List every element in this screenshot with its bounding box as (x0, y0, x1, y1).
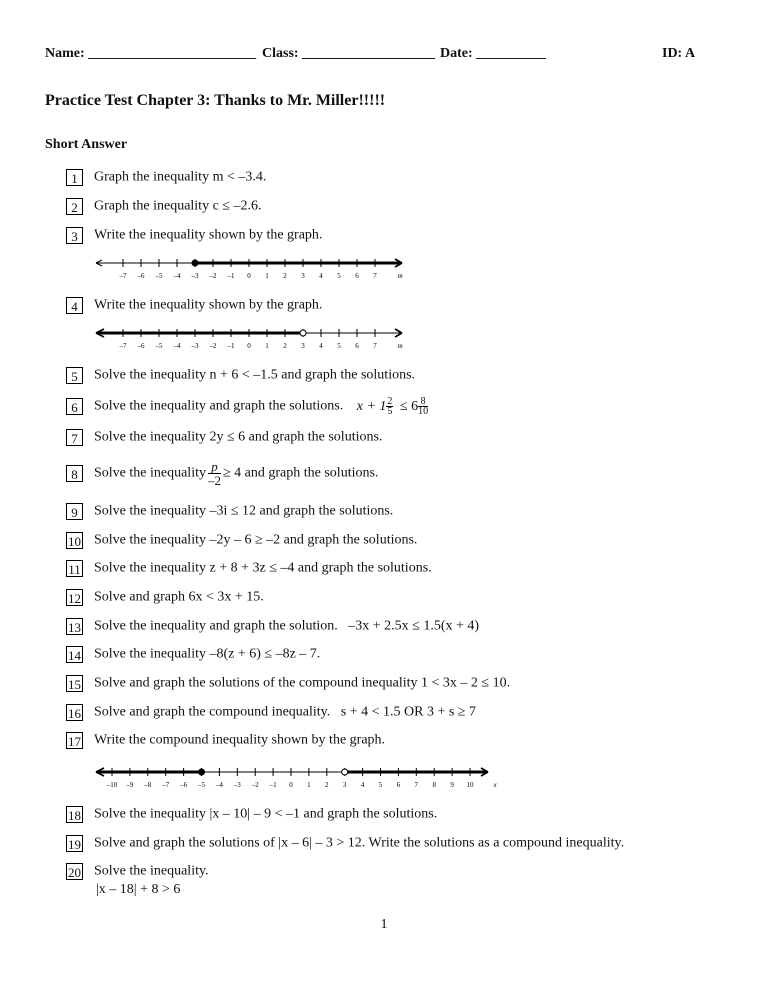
tick-label: 1 (265, 272, 269, 280)
question-number: 6 (66, 398, 83, 415)
question-text: Solve and graph the solutions of the compound inequality 1 < 3x – 2 ≤ 10. (94, 675, 511, 691)
tick-label: 8 (432, 781, 436, 789)
tick-label: –5 (155, 272, 163, 280)
question-text: Write the inequality shown by the graph. (94, 227, 323, 243)
question-text: Solve the inequality and graph the solution. –3x + 2.5x ≤ 1.5(x + 4) (94, 618, 480, 634)
question-text: Solve the inequality 2y ≤ 6 and graph the solutions. (94, 429, 383, 445)
question-6 (66, 397, 428, 416)
number-line-q3 (92, 254, 412, 280)
question-number: 9 (66, 503, 83, 520)
fraction-numerator: p (208, 460, 221, 474)
name-field: Name: ________________________ (45, 46, 257, 61)
tick-label: –3 (191, 342, 199, 350)
question-9 (66, 503, 393, 520)
tick-label: –4 (173, 272, 181, 280)
question-text: Solve the inequality z + 8 + 3z ≤ –4 and graph the solutions. (94, 560, 432, 576)
tick-label: 9 (450, 781, 454, 789)
fraction-denominator: –2 (207, 473, 221, 488)
question-text: Write the inequality shown by the graph. (94, 297, 323, 313)
question-text: Solve the inequality (94, 465, 206, 481)
tick-label: –6 (137, 342, 145, 350)
tick-label: –2 (209, 272, 217, 280)
tick-label: 6 (396, 781, 401, 789)
tick-label: 5 (337, 272, 341, 280)
fraction (386, 397, 393, 416)
tick-label: –4 (173, 342, 181, 350)
question-17 (66, 732, 385, 749)
question-number: 2 (66, 198, 83, 215)
question-number: 8 (66, 465, 83, 482)
question-text: ≥ 4 and graph the solutions. (222, 465, 379, 481)
question-text: Write the compound inequality shown by the graph. (94, 732, 386, 748)
tick-label: –5 (198, 781, 205, 789)
tick-label: 4 (360, 781, 365, 789)
question-10 (66, 532, 417, 549)
tick-label: 2 (325, 781, 329, 789)
tick-label: –3 (191, 272, 199, 280)
fraction-numerator: 8 (418, 397, 428, 407)
tick-label: 3 (342, 781, 347, 789)
question-text: Solve the inequality n + 6 < –1.5 and graph the solutions. (94, 367, 416, 383)
question-number: 14 (68, 648, 81, 663)
tick-label: 7 (373, 272, 377, 280)
question-18 (66, 806, 437, 823)
question-number: 3 (66, 227, 83, 244)
closed-point (199, 769, 205, 775)
id-label: ID: A (662, 46, 696, 61)
tick-label: –2 (209, 342, 217, 350)
tick-label: –1 (227, 342, 235, 350)
math-expression: x + 1 (356, 398, 387, 414)
question-text: Graph the inequality c ≤ –2.6. (94, 198, 262, 214)
tick-label: –6 (180, 781, 188, 789)
question-8 (66, 460, 378, 487)
section-heading: Short Answer (45, 137, 128, 152)
closed-point (192, 260, 198, 266)
variable-label: m (397, 272, 403, 280)
tick-label: 0 (247, 272, 251, 280)
question-number: 15 (68, 677, 81, 692)
tick-label: –10 (106, 781, 118, 789)
question-3 (66, 227, 322, 244)
tick-label: 7 (414, 781, 419, 789)
question-1 (66, 169, 266, 186)
question-text: Graph the inequality m < –3.4. (94, 169, 267, 185)
question-14 (66, 646, 320, 663)
tick-label: 4 (319, 342, 323, 350)
variable-label: x (493, 781, 497, 789)
question-number: 4 (66, 297, 83, 314)
tick-label: –6 (137, 272, 145, 280)
question-16 (66, 704, 476, 721)
question-text: Solve and graph 6x < 3x + 15. (94, 589, 264, 605)
number-line-q17 (92, 763, 498, 791)
question-7 (66, 429, 382, 446)
question-text: Solve the inequality –8(z + 6) ≤ –8z – 7. (94, 646, 321, 662)
question-number: 20 (68, 865, 81, 880)
question-number: 10 (68, 534, 81, 549)
tick-label: –5 (155, 342, 163, 350)
question-number: 5 (66, 367, 83, 384)
question-2 (66, 198, 261, 215)
class-field: Class: ___________________ (262, 46, 436, 61)
question-19 (66, 835, 624, 852)
question-13 (66, 618, 479, 635)
question-number: 12 (68, 591, 81, 606)
tick-label: 1 (307, 781, 311, 789)
tick-label: –3 (233, 781, 241, 789)
question-number: 18 (68, 808, 81, 823)
variable-label: m (397, 342, 403, 350)
question-number: 13 (68, 620, 81, 635)
question-11 (66, 560, 432, 577)
tick-label: 3 (301, 272, 305, 280)
tick-label: 6 (355, 342, 359, 350)
tick-label: 1 (265, 342, 269, 350)
fraction-denominator: 10 (418, 406, 429, 417)
date-field: Date: __________ (440, 46, 547, 61)
fraction (418, 397, 428, 416)
tick-label: 10 (466, 781, 474, 789)
tick-label: 2 (283, 342, 287, 350)
question-5 (66, 367, 415, 384)
tick-label: 5 (337, 342, 341, 350)
math-expression: ≤ 6 (399, 398, 419, 414)
question-20 (66, 863, 209, 880)
fraction-denominator: 5 (387, 406, 393, 417)
tick-label: 2 (283, 272, 287, 280)
tick-label: –7 (162, 781, 170, 789)
tick-label: 7 (373, 342, 377, 350)
page-title: Practice Test Chapter 3: Thanks to Mr. Miller!!!!! (45, 92, 386, 109)
question-text: Solve the inequality –3i ≤ 12 and graph the solutions. (94, 503, 394, 519)
question-text: Solve the inequality –2y – 6 ≥ –2 and graph the solutions. (94, 532, 418, 548)
question-number: 11 (66, 560, 83, 577)
question-text: Solve the inequality and graph the solutions. (94, 398, 344, 414)
tick-label: 6 (355, 272, 359, 280)
tick-label: 0 (247, 342, 251, 350)
tick-label: –1 (269, 781, 277, 789)
question-number: 16 (68, 706, 81, 721)
fraction (208, 460, 221, 487)
tick-label: 0 (289, 781, 293, 789)
tick-label: –8 (144, 781, 152, 789)
question-number: 7 (66, 429, 83, 446)
question-text: Solve the inequality |x – 10| – 9 < –1 and graph the solutions. (94, 806, 438, 822)
question-20-expression: |x – 18| + 8 > 6 (96, 882, 181, 897)
question-text: Solve the inequality. (94, 863, 209, 879)
number-line-q4 (92, 324, 412, 350)
question-number: 19 (68, 837, 81, 852)
question-text: Solve and graph the compound inequality. s + 4 < 1.5 OR 3 + s ≥ 7 (94, 704, 476, 720)
tick-label: –2 (251, 781, 259, 789)
question-number: 17 (68, 734, 81, 749)
tick-label: 5 (378, 781, 383, 789)
open-point (300, 330, 306, 336)
question-number: 1 (66, 169, 83, 186)
page-number: 1 (380, 917, 388, 932)
tick-label: –7 (119, 272, 127, 280)
question-15 (66, 675, 510, 692)
question-4 (66, 297, 322, 314)
tick-label: –4 (215, 781, 223, 789)
fraction-numerator: 2 (387, 396, 393, 407)
tick-label: 3 (301, 342, 305, 350)
tick-label: –9 (126, 781, 134, 789)
tick-label: 4 (319, 272, 323, 280)
open-point (342, 769, 348, 775)
tick-label: –7 (119, 342, 127, 350)
question-text: Solve and graph the solutions of |x – 6| – 3 > 12. Write the solutions as a compound inequality. (94, 835, 625, 851)
tick-label: –1 (227, 272, 235, 280)
question-12 (66, 589, 264, 606)
